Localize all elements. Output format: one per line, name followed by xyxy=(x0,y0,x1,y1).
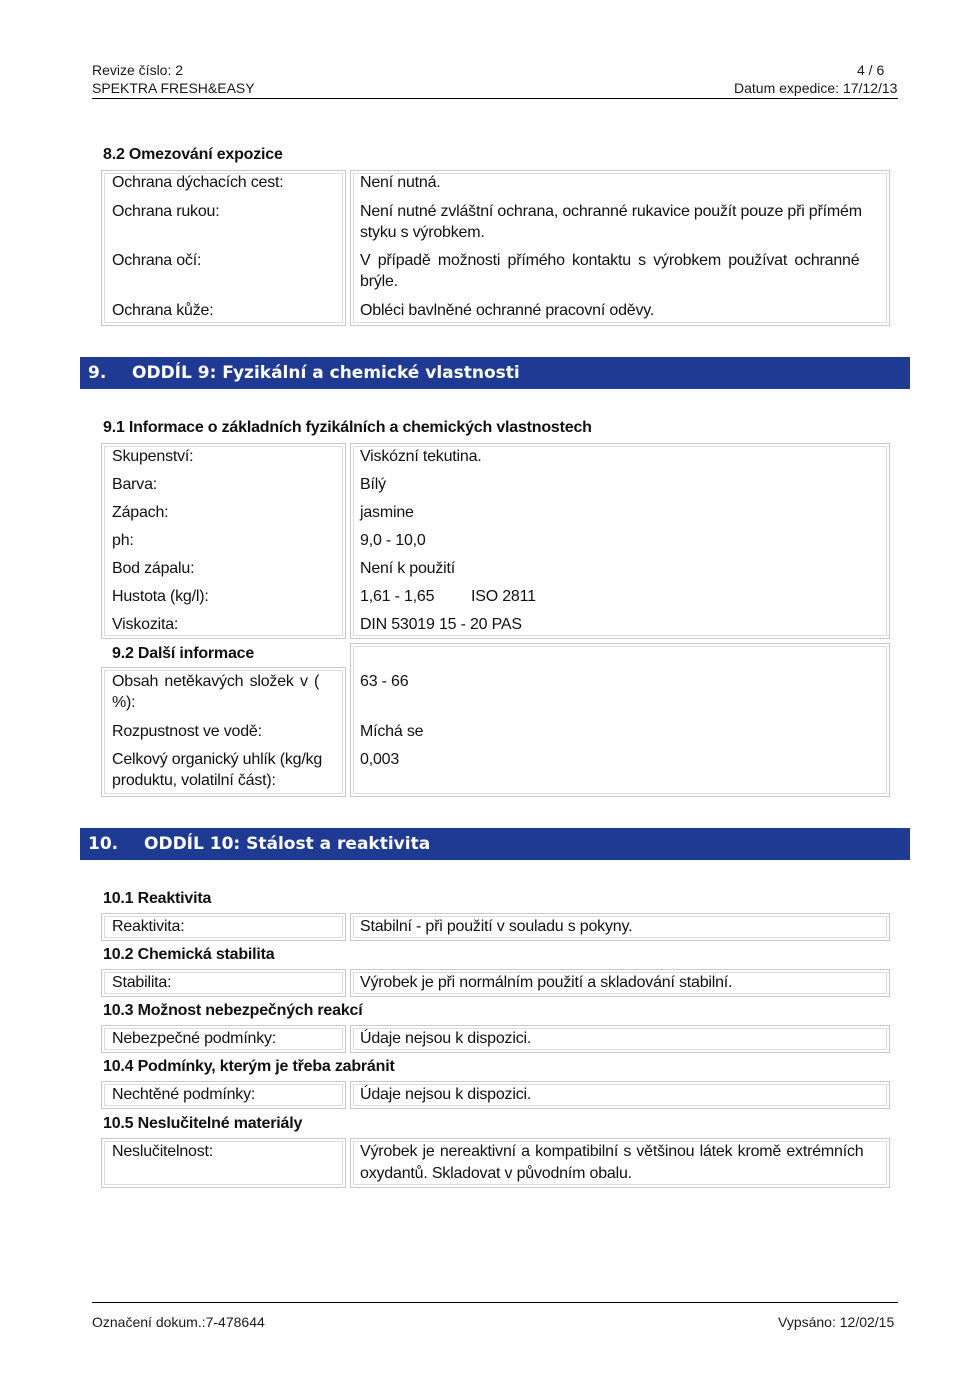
section-10-number: 10. xyxy=(88,834,119,854)
section-9-title: ODDÍL 9: Fyzikální a chemické vlastnosti xyxy=(132,363,520,383)
section-9-1-title: 9.1 Informace o základních fyzikálních a chemických vlastnostech xyxy=(103,419,592,436)
prop-value-density-method: ISO 2811 xyxy=(471,588,536,605)
section-10-4-title: 10.4 Podmínky, kterým je třeba zabránit xyxy=(103,1058,395,1075)
extra-label-toc-1: Celkový organický uhlík (kg/kg xyxy=(112,751,323,768)
prop-label-ph: ph: xyxy=(112,532,134,549)
exposure-value-skin: Obléci bavlněné ochranné pracovní oděvy. xyxy=(360,302,655,319)
avoid-label: Nechtěné podmínky: xyxy=(112,1086,256,1103)
extra-value-nonvolatile: 63 - 66 xyxy=(360,673,409,690)
prop-value-odor: jasmine xyxy=(360,504,414,521)
header-revision: Revize číslo: 2 xyxy=(92,62,184,78)
incompat-value-1: Výrobek je nereaktivní a kompatibilní s většinou látek kromě extrémních xyxy=(360,1143,864,1160)
avoid-value: Údaje nejsou k dispozici. xyxy=(360,1086,532,1103)
exposure-value-hands-2: styku s výrobkem. xyxy=(360,224,485,241)
prop-label-density: Hustota (kg/l): xyxy=(112,588,209,605)
section-10-title: ODDÍL 10: Stálost a reaktivita xyxy=(144,834,431,854)
prop-value-color: Bílý xyxy=(360,476,386,493)
section-10-5-title: 10.5 Neslučitelné materiály xyxy=(103,1115,303,1132)
prop-value-ph: 9,0 - 10,0 xyxy=(360,532,426,549)
stability-label: Stabilita: xyxy=(112,974,172,991)
reactivity-value: Stabilní - při použití v souladu s pokyny. xyxy=(360,918,633,935)
section-10-banner xyxy=(80,828,910,860)
footer-document-id: Označení dokum.:7-478644 xyxy=(92,1314,265,1330)
section-9-banner xyxy=(80,357,910,389)
prop-label-viscosity: Viskozita: xyxy=(112,616,179,633)
header-date: Datum expedice: 17/12/13 xyxy=(734,80,898,96)
footer-written-date: Vypsáno: 12/02/15 xyxy=(778,1314,895,1330)
props-value-box xyxy=(350,443,890,639)
hazard-value: Údaje nejsou k dispozici. xyxy=(360,1030,532,1047)
extra-value-toc: 0,003 xyxy=(360,751,400,768)
incompat-value-2: oxydantů. Skladovat v původním obalu. xyxy=(360,1165,632,1182)
exposure-label-hands: Ochrana rukou: xyxy=(112,203,220,220)
extra-label-nonvolatile-1: Obsah netěkavých složek v ( xyxy=(112,673,320,690)
hazard-label: Nebezpečné podmínky: xyxy=(112,1030,277,1047)
extra-label-nonvolatile-2: %): xyxy=(112,694,136,711)
section-8-2-title: 8.2 Omezování expozice xyxy=(103,146,283,163)
prop-value-flashpoint: Není k použití xyxy=(360,560,456,577)
exposure-label-eyes: Ochrana očí: xyxy=(112,252,202,269)
reactivity-label: Reaktivita: xyxy=(112,918,185,935)
prop-value-viscosity: DIN 53019 15 - 20 PAS xyxy=(360,616,522,633)
exposure-label-skin: Ochrana kůže: xyxy=(112,302,214,319)
section-10-2-title: 10.2 Chemická stabilita xyxy=(103,946,275,963)
incompat-label: Neslučitelnost: xyxy=(112,1143,214,1160)
prop-label-flashpoint: Bod zápalu: xyxy=(112,560,195,577)
header-page: 4 / 6 xyxy=(857,62,885,78)
prop-label-state: Skupenství: xyxy=(112,448,194,465)
exposure-label-respiratory: Ochrana dýchacích cest: xyxy=(112,174,284,191)
section-10-3-title: 10.3 Možnost nebezpečných reakcí xyxy=(103,1002,363,1019)
stability-value: Výrobek je při normálním použití a skladování stabilní. xyxy=(360,974,733,991)
extra-value-solubility: Míchá se xyxy=(360,723,424,740)
section-9-2-title: 9.2 Další informace xyxy=(112,645,255,662)
exposure-value-respiratory: Není nutná. xyxy=(360,174,441,191)
section-9-number: 9. xyxy=(88,363,107,383)
prop-value-state: Viskózní tekutina. xyxy=(360,448,482,465)
prop-value-density: 1,61 - 1,65 xyxy=(360,588,435,605)
section-10-1-title: 10.1 Reaktivita xyxy=(103,890,212,907)
extra-value-box xyxy=(350,643,890,797)
extra-label-toc-2: produktu, volatilní část): xyxy=(112,772,276,789)
prop-label-odor: Zápach: xyxy=(112,504,169,521)
header-product: SPEKTRA FRESH&EASY xyxy=(92,80,255,96)
header-rule xyxy=(92,98,898,99)
props-label-box xyxy=(101,443,346,639)
prop-label-color: Barva: xyxy=(112,476,158,493)
exposure-value-hands-1: Není nutné zvláštní ochrana, ochranné rukavice použít pouze při přímém xyxy=(360,203,862,220)
exposure-value-eyes-2: brýle. xyxy=(360,273,398,290)
extra-label-solubility: Rozpustnost ve vodě: xyxy=(112,723,262,740)
footer-rule xyxy=(92,1302,898,1303)
exposure-value-eyes-1: V případě možnosti přímého kontaktu s výrobkem používat ochranné xyxy=(360,252,860,269)
